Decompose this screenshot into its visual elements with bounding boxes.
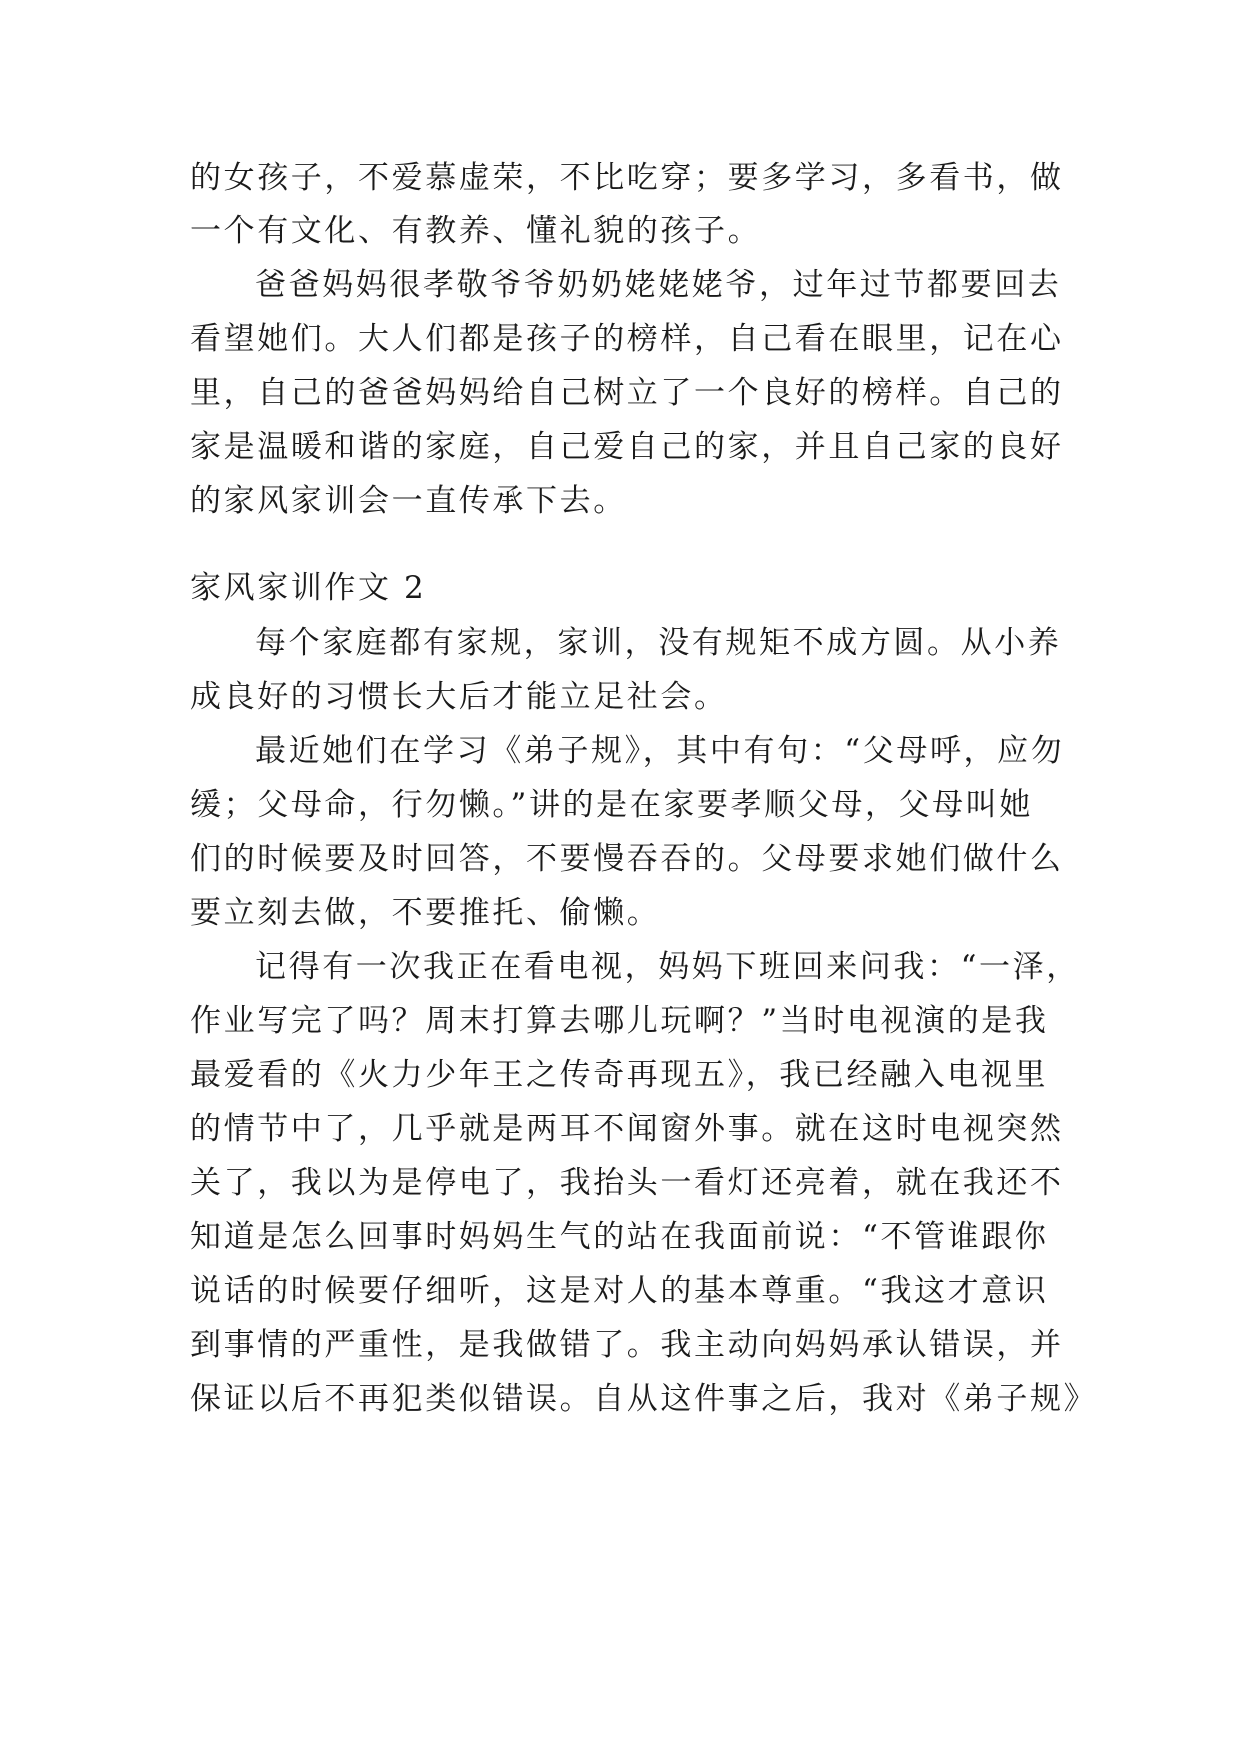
paragraph-line: 知道是怎么回事时妈妈生气的站在我面前说：“不管谁跟你 [190, 1219, 1049, 1255]
paragraph-line: 到事情的严重性，是我做错了。我主动向妈妈承认错误，并 [190, 1327, 1064, 1363]
paragraph-line: 记得有一次我正在看电视，妈妈下班回来问我：“一泽， [255, 949, 1080, 985]
paragraph-line: 关了，我以为是停电了，我抬头一看灯还亮着，就在我还不 [190, 1165, 1064, 1201]
paragraph-line: 说话的时候要仔细听，这是对人的基本尊重。“我这才意识 [190, 1273, 1049, 1309]
paragraph-line: 最爱看的《火力少年王之传奇再现五》，我已经融入电视里 [190, 1057, 1049, 1093]
paragraph-line: 一个有文化、有教养、懂礼貌的孩子。 [190, 213, 762, 249]
paragraph-line: 作业写完了吗？周末打算去哪儿玩啊？”当时电视演的是我 [190, 1003, 1049, 1039]
paragraph-line: 最近她们在学习《弟子规》，其中有句：“父母呼，应勿 [255, 733, 1065, 769]
paragraph-line: 成良好的习惯长大后才能立足社会。 [190, 679, 728, 715]
paragraph-line: 里，自己的爸爸妈妈给自己树立了一个良好的榜样。自己的 [190, 375, 1064, 411]
paragraph-line: 的女孩子，不爱慕虚荣，不比吃穿；要多学习，多看书，做 [190, 160, 1064, 196]
paragraph-line: 看望她们。大人们都是孩子的榜样，自己看在眼里，记在心 [190, 321, 1064, 357]
paragraph-line: 每个家庭都有家规，家训，没有规矩不成方圆。从小养 [255, 625, 1062, 661]
paragraph-line: 要立刻去做，不要推托、偷懒。 [190, 895, 661, 931]
paragraph-line: 爸爸妈妈很孝敬爷爷奶奶姥姥姥爷，过年过节都要回去 [255, 267, 1062, 303]
paragraph-line: 们的时候要及时回答，不要慢吞吞的。父母要求她们做什么 [190, 841, 1064, 877]
paragraph-line: 保证以后不再犯类似错误。自从这件事之后，我对《弟子规》 [190, 1381, 1098, 1417]
paragraph-line: 的家风家训会一直传承下去。 [190, 483, 627, 519]
section-heading: 家风家训作文 2 [190, 570, 427, 606]
paragraph-line: 的情节中了，几乎就是两耳不闻窗外事。就在这时电视突然 [190, 1111, 1064, 1147]
paragraph-line: 缓；父母命，行勿懒。”讲的是在家要孝顺父母，父母叫她 [190, 787, 1033, 823]
paragraph-line: 家是温暖和谐的家庭，自己爱自己的家，并且自己家的良好 [190, 429, 1064, 465]
